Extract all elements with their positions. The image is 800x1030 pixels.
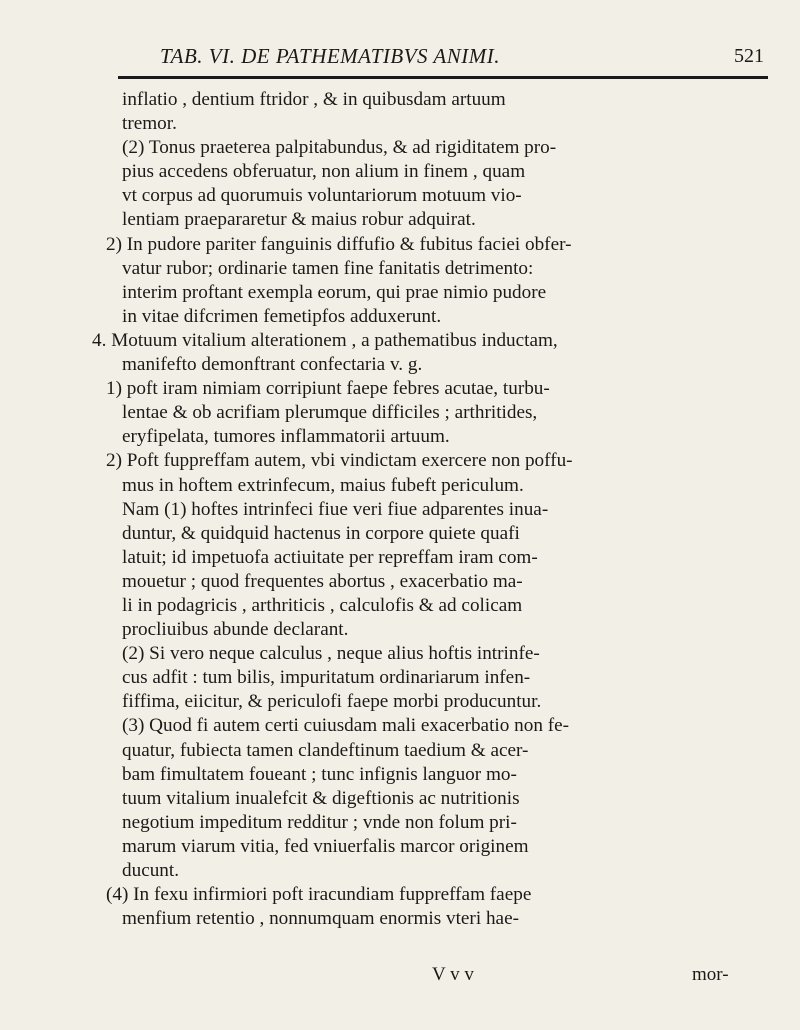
text-line: pius accedens obferuatur, non alium in finem , quam [122, 161, 526, 183]
text-line: tremor. [122, 113, 177, 135]
text-line: vt corpus ad quorumuis voluntariorum motuum vio- [122, 185, 522, 207]
header-rule [118, 76, 768, 79]
signature-mark: V v v [432, 964, 474, 985]
text-line: cus adfit : tum bilis, impuritatum ordinariarum infen- [122, 667, 531, 689]
text-line: (2) Tonus praeterea palpitabundus, & ad rigiditatem pro- [122, 137, 557, 159]
text-line: negotium impeditum redditur ; vnde non folum pri- [122, 811, 517, 833]
text-line: bam fimultatem foueant ; tunc infignis languor mo- [122, 763, 517, 785]
text-line: fiffima, eiicitur, & periculofi faepe morbi producuntur. [122, 691, 542, 713]
text-line: interim proftant exempla eorum, qui prae nimio pudore [122, 281, 547, 303]
text-line: 4. Motuum vitalium alterationem , a pathematibus inductam, [92, 329, 558, 351]
text-line: manifefto demonftrant confectaria v. g. [122, 354, 423, 376]
text-line: procliuibus abunde declarant. [122, 619, 349, 641]
catchword: mor- [692, 964, 729, 985]
text-line: ducunt. [122, 860, 180, 881]
text-line: inflatio , dentium ftridor , & in quibusdam artuum [122, 89, 506, 110]
body-text [92, 88, 782, 931]
running-header [60, 44, 772, 74]
text-line: lentiam praepararetur & maius robur adquirat. [122, 209, 476, 231]
text-line: duntur, & quidquid hactenus in corpore quiete quafi [122, 522, 520, 544]
text-line: 2) Poft fuppreffam autem, vbi vindictam exercere non poffu- [106, 450, 573, 472]
text-line: tuum vitalium inualefcit & digeftionis ac nutritionis [122, 787, 520, 809]
text-line: lentae & ob acrifiam plerumque difficiles ; arthritides, [122, 402, 538, 424]
text-line: mouetur ; quod frequentes abortus , exacerbatio ma- [122, 570, 523, 592]
text-line: (2) Si vero neque calculus , neque alius hoftis intrinfe- [122, 643, 540, 665]
text-line: 2) In pudore pariter fanguinis diffufio & fubitus faciei obfer- [106, 233, 572, 255]
text-line: Nam (1) hoftes intrinfeci fiue veri fiue adparentes inua- [122, 498, 549, 520]
text-line: in vitae difcrimen femetipfos adduxerunt. [122, 305, 442, 327]
page-footer [0, 964, 800, 990]
text-line: quatur, fubiecta tamen clandeftinum taedium & acer- [122, 739, 529, 761]
text-line: (4) In fexu infirmiori poft iracundiam fuppreffam faepe [106, 884, 532, 906]
text-line: marum viarum vitia, fed vniuerfalis marcor originem [122, 835, 529, 857]
text-line: latuit; id impetuofa actiuitate per repreffam iram com- [122, 546, 538, 568]
text-line: vatur rubor; ordinarie tamen fine fanitatis detrimento: [122, 257, 534, 279]
text-line: li in podagricis , arthriticis , calculofis & ad colicam [122, 594, 523, 616]
text-line: eryfipelata, tumores inflammatorii artuum. [122, 426, 450, 448]
running-title: TAB. VI. DE PATHEMATIBVS ANIMI. [160, 44, 500, 68]
text-line: mus in hoftem extrinfecum, maius fubeft periculum. [122, 474, 524, 496]
text-line: menfium retentio , nonnumquam enormis vteri hae- [122, 908, 519, 930]
text-line: 1) poft iram nimiam corripiunt faepe febres acutae, turbu- [106, 378, 550, 400]
text-line: (3) Quod fi autem certi cuiusdam mali exacerbatio non fe- [122, 715, 569, 737]
page-number: 521 [734, 45, 764, 67]
